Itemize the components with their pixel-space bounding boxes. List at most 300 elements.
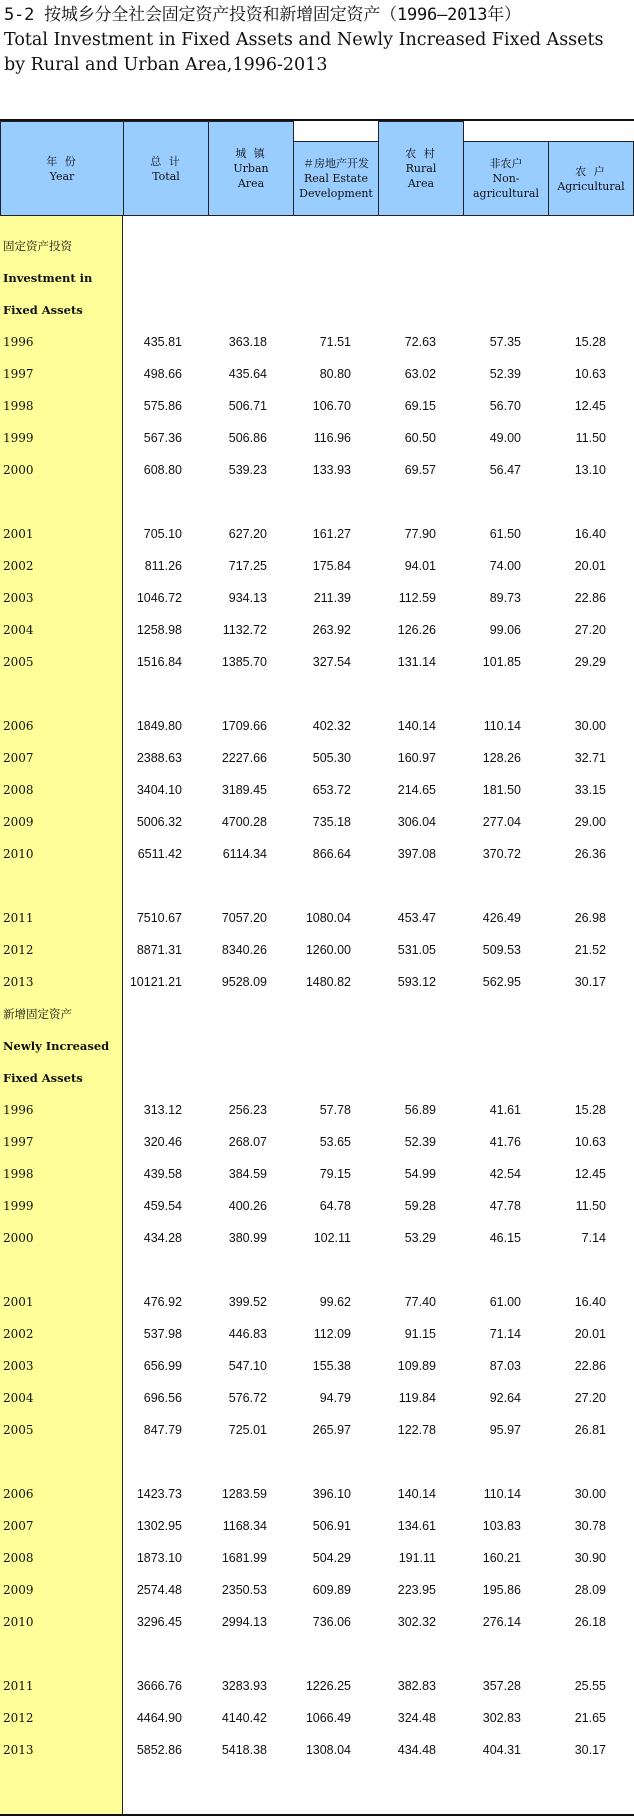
non-agricultural-cell: 87.03 [489,1359,521,1373]
agricultural-cell: 26.18 [574,1615,606,1629]
header-year-en: Year [49,169,75,183]
rural-cell: 52.39 [404,1135,436,1149]
urban-cell: 3189.45 [221,783,267,797]
total-cell: 439.58 [143,1167,182,1181]
table-row [0,1414,634,1446]
non-agricultural-cell: 181.50 [482,783,521,797]
real-estate-cell: 866.64 [312,847,351,861]
non-agricultural-cell: 47.78 [489,1199,521,1213]
total-cell: 320.46 [143,1135,182,1149]
header-agricultural [548,141,634,216]
urban-cell: 435.64 [228,367,267,381]
agricultural-cell: 26.36 [574,847,606,861]
rural-cell: 69.15 [404,399,436,413]
total-cell: 1849.80 [136,719,182,733]
real-estate-cell: 211.39 [313,591,351,605]
real-estate-cell: 133.93 [312,463,351,477]
urban-cell: 384.59 [228,1167,267,1181]
year-cell: 1999 [3,431,34,445]
year-cell: 2007 [3,751,34,765]
year-cell: 2011 [3,1679,34,1693]
urban-cell: 506.86 [228,431,267,445]
total-cell: 567.36 [143,431,182,445]
total-cell: 6511.42 [137,847,182,861]
non-agricultural-cell: 276.14 [482,1615,521,1629]
non-agricultural-cell: 101.85 [482,655,521,669]
agricultural-cell: 30.00 [574,719,606,733]
agricultural-cell: 10.63 [574,1135,606,1149]
table-row [0,710,634,742]
agricultural-cell: 22.86 [574,591,606,605]
urban-cell: 1385.70 [221,655,267,669]
urban-cell: 576.72 [228,1391,267,1405]
header-real-estate [293,141,379,216]
non-agricultural-cell: 71.14 [489,1327,521,1341]
rural-cell: 131.14 [397,655,436,669]
total-cell: 498.66 [143,367,182,381]
real-estate-cell: 396.10 [312,1487,351,1501]
table-row [0,646,634,678]
agricultural-cell: 27.20 [574,623,606,637]
rural-cell: 69.57 [404,463,436,477]
agricultural-cell: 12.45 [574,1167,606,1181]
agricultural-cell: 20.01 [574,559,606,573]
real-estate-cell: 506.91 [312,1519,351,1533]
rural-cell: 134.61 [397,1519,436,1533]
total-cell: 434.28 [143,1231,182,1245]
header-non-agricultural [463,141,549,216]
year-cell: 2006 [3,1487,34,1501]
urban-cell: 9528.09 [221,975,267,989]
year-cell: 2001 [3,1295,34,1309]
agricultural-cell: 7.14 [581,1231,606,1245]
header-total-en: Total [152,169,180,183]
non-agricultural-cell: 56.70 [489,399,521,413]
year-cell: 2004 [3,623,34,637]
year-cell: 1998 [3,399,34,413]
year-cell: 1996 [3,335,34,349]
header-total [123,121,209,216]
real-estate-cell: 1226.25 [305,1679,351,1693]
non-agricultural-cell: 57.35 [489,335,521,349]
real-estate-cell: 1080.04 [305,911,351,925]
rural-cell: 63.02 [404,367,436,381]
non-agricultural-cell: 370.72 [482,847,521,861]
rural-cell: 434.48 [397,1743,436,1757]
non-agricultural-cell: 92.64 [489,1391,521,1405]
header-rural-cn: 农 村 [405,147,437,160]
urban-cell: 547.10 [228,1359,267,1373]
section-label-en-1: Newly Increased [3,1039,110,1053]
non-agricultural-cell: 110.14 [483,1487,521,1501]
rural-cell: 91.15 [404,1327,436,1341]
urban-cell: 256.23 [228,1103,267,1117]
non-agricultural-cell: 110.14 [483,719,521,733]
agricultural-cell: 11.50 [575,1199,606,1213]
table-row [0,518,634,550]
rural-cell: 126.26 [397,623,436,637]
real-estate-cell: 1308.04 [305,1743,351,1757]
agricultural-cell: 30.78 [574,1519,606,1533]
agricultural-cell: 26.98 [574,911,606,925]
table-row [0,1542,634,1574]
real-estate-cell: 735.18 [312,815,351,829]
total-cell: 608.80 [143,463,182,477]
urban-cell: 2994.13 [221,1615,267,1629]
real-estate-cell: 106.70 [312,399,351,413]
urban-cell: 2227.66 [221,751,267,765]
table-row [0,806,634,838]
rural-cell: 160.97 [397,751,436,765]
rural-cell: 191.11 [398,1551,436,1565]
table-row [0,582,634,614]
urban-cell: 627.20 [228,527,267,541]
real-estate-cell: 102.11 [313,1231,351,1245]
statistics-table [0,119,634,1816]
year-cell: 2001 [3,527,34,541]
rural-cell: 531.05 [397,943,436,957]
real-estate-cell: 175.84 [312,559,351,573]
year-cell: 2000 [3,463,34,477]
urban-cell: 934.13 [228,591,267,605]
urban-cell: 7057.20 [221,911,267,925]
table-row [0,454,634,486]
total-cell: 537.98 [143,1327,182,1341]
non-agricultural-cell: 56.47 [489,463,521,477]
rural-cell: 223.95 [397,1583,436,1597]
urban-cell: 506.71 [228,399,267,413]
title-chinese: 5-2 按城乡分全社会固定资产投资和新增固定资产（1996—2013年） [4,5,521,25]
header-year-cn: 年 份 [46,154,78,168]
rural-cell: 140.14 [397,1487,436,1501]
table-row [0,358,634,390]
total-cell: 696.56 [143,1391,182,1405]
header-non-agricultural-en: Non- agricultural [473,172,539,200]
year-cell: 2003 [3,1359,34,1373]
real-estate-cell: 80.80 [319,367,351,381]
real-estate-cell: 112.09 [313,1327,351,1341]
non-agricultural-cell: 562.95 [482,975,521,989]
real-estate-cell: 53.65 [319,1135,351,1149]
non-agricultural-cell: 103.83 [482,1519,521,1533]
real-estate-cell: 653.72 [312,783,351,797]
table-row [0,838,634,870]
real-estate-cell: 327.54 [312,655,351,669]
rural-cell: 306.04 [397,815,436,829]
urban-cell: 363.18 [228,335,267,349]
total-cell: 8871.31 [136,943,182,957]
urban-cell: 446.83 [228,1327,267,1341]
table-row [0,1478,634,1510]
year-cell: 2013 [3,1743,34,1757]
total-cell: 435.81 [143,335,182,349]
total-cell: 1873.10 [136,1551,182,1565]
agricultural-cell: 29.29 [574,655,606,669]
rural-cell: 382.83 [397,1679,436,1693]
agricultural-cell: 29.00 [574,815,606,829]
table-row [0,742,634,774]
non-agricultural-cell: 42.54 [489,1167,521,1181]
real-estate-cell: 79.15 [319,1167,351,1181]
non-agricultural-cell: 195.86 [482,1583,521,1597]
table-row [0,1606,634,1638]
urban-cell: 1132.72 [222,623,267,637]
agricultural-cell: 15.28 [574,1103,606,1117]
real-estate-cell: 116.96 [313,431,351,445]
total-cell: 1516.84 [136,655,182,669]
table-row [0,1670,634,1702]
year-cell: 1996 [3,1103,34,1117]
section-label-cn: 新增固定资产 [3,1007,72,1021]
urban-cell: 3283.93 [221,1679,267,1693]
urban-cell: 2350.53 [221,1583,267,1597]
non-agricultural-cell: 95.97 [489,1423,521,1437]
header-agricultural-cn: 农 户 [575,164,607,178]
real-estate-cell: 1066.49 [305,1711,351,1725]
table-row [0,934,634,966]
year-cell: 2003 [3,591,34,605]
urban-cell: 400.26 [228,1199,267,1213]
total-cell: 1046.72 [136,591,182,605]
year-cell: 2008 [3,1551,34,1565]
non-agricultural-cell: 99.06 [489,623,521,637]
table-row [0,1382,634,1414]
section-label-en-2: Fixed Assets [3,1071,83,1085]
header-real-estate-cn: ＃房地产开发 [303,157,369,170]
total-cell: 4464.90 [136,1711,182,1725]
non-agricultural-cell: 41.61 [489,1103,521,1117]
urban-cell: 268.07 [228,1135,267,1149]
year-cell: 2004 [3,1391,34,1405]
table-row [0,1286,634,1318]
total-cell: 847.79 [143,1423,182,1437]
rural-cell: 54.99 [404,1167,436,1181]
agricultural-cell: 16.40 [574,527,606,541]
agricultural-cell: 22.86 [574,1359,606,1373]
non-agricultural-cell: 46.15 [489,1231,521,1245]
header-year [0,121,124,216]
non-agricultural-cell: 52.39 [489,367,521,381]
rural-cell: 453.47 [397,911,436,925]
year-cell: 2010 [3,847,34,861]
total-cell: 3404.10 [136,783,182,797]
real-estate-cell: 64.78 [319,1199,351,1213]
agricultural-cell: 33.15 [574,783,606,797]
agricultural-cell: 21.52 [574,943,606,957]
total-cell: 7510.67 [136,911,182,925]
table-row [0,1702,634,1734]
table-row [0,422,634,454]
agricultural-cell: 15.28 [574,335,606,349]
agricultural-cell: 26.81 [574,1423,606,1437]
urban-cell: 1681.99 [221,1551,267,1565]
rural-cell: 56.89 [404,1103,436,1117]
total-cell: 5852.86 [136,1743,182,1757]
urban-cell: 4140.42 [221,1711,267,1725]
agricultural-cell: 10.63 [574,367,606,381]
agricultural-cell: 30.17 [574,975,606,989]
urban-cell: 399.52 [228,1295,267,1309]
table-row [0,1222,634,1254]
year-cell: 2012 [3,1711,34,1725]
table-row [0,902,634,934]
year-cell: 2011 [3,911,34,925]
real-estate-cell: 94.79 [319,1391,351,1405]
real-estate-cell: 71.51 [319,335,351,349]
table-row [0,550,634,582]
agricultural-cell: 21.65 [574,1711,606,1725]
year-cell: 1998 [3,1167,34,1181]
urban-cell: 380.99 [228,1231,267,1245]
year-cell: 1999 [3,1199,34,1213]
real-estate-cell: 155.38 [312,1359,351,1373]
agricultural-cell: 25.55 [574,1679,606,1693]
rural-cell: 593.12 [397,975,436,989]
section-label-en-1: Investment in [3,271,93,285]
total-cell: 313.12 [143,1103,182,1117]
urban-cell: 5418.38 [221,1743,267,1757]
total-cell: 2574.48 [136,1583,182,1597]
urban-cell: 717.25 [228,559,267,573]
rural-cell: 77.40 [404,1295,436,1309]
year-cell: 2002 [3,1327,34,1341]
year-cell: 2009 [3,815,34,829]
table-row [0,614,634,646]
year-cell: 2012 [3,943,34,957]
total-cell: 459.54 [143,1199,182,1213]
non-agricultural-cell: 404.31 [482,1743,521,1757]
urban-cell: 4700.28 [221,815,267,829]
real-estate-cell: 265.97 [312,1423,351,1437]
non-agricultural-cell: 302.83 [482,1711,521,1725]
real-estate-cell: 609.89 [312,1583,351,1597]
real-estate-cell: 99.62 [319,1295,351,1309]
table-row [0,1574,634,1606]
year-cell: 2005 [3,655,34,669]
non-agricultural-cell: 509.53 [482,943,521,957]
rural-cell: 109.89 [397,1359,436,1373]
year-cell: 1997 [3,1135,34,1149]
year-cell: 2008 [3,783,34,797]
header-non-agricultural-cn: 非农户 [489,157,523,170]
real-estate-cell: 1260.00 [305,943,351,957]
urban-cell: 1283.59 [221,1487,267,1501]
urban-cell: 1168.34 [222,1519,267,1533]
non-agricultural-cell: 160.21 [482,1551,521,1565]
total-cell: 705.10 [143,527,182,541]
year-cell: 2007 [3,1519,34,1533]
table-title [4,2,630,78]
table-row [0,1158,634,1190]
non-agricultural-cell: 61.50 [489,527,521,541]
real-estate-cell: 402.32 [312,719,351,733]
agricultural-cell: 13.10 [574,463,606,477]
non-agricultural-cell: 277.04 [482,815,521,829]
rural-cell: 53.29 [404,1231,436,1245]
agricultural-cell: 30.90 [574,1551,606,1565]
agricultural-cell: 11.50 [575,431,606,445]
year-cell: 2006 [3,719,34,733]
rural-cell: 60.50 [404,431,436,445]
header-real-estate-en: Real Estate Development [299,172,373,200]
non-agricultural-cell: 74.00 [489,559,521,573]
non-agricultural-cell: 49.00 [489,431,521,445]
table-row [0,1734,634,1766]
non-agricultural-cell: 357.28 [482,1679,521,1693]
header-urban-cn: 城 镇 [235,147,267,160]
header-rural-en: Rural Area [405,162,437,190]
year-cell: 2000 [3,1231,34,1245]
agricultural-cell: 16.40 [574,1295,606,1309]
urban-cell: 539.23 [228,463,267,477]
total-cell: 3666.76 [136,1679,182,1693]
table-row [0,774,634,806]
total-cell: 575.86 [143,399,182,413]
table-row [0,966,634,998]
agricultural-cell: 30.17 [574,1743,606,1757]
non-agricultural-cell: 61.00 [489,1295,521,1309]
table-row [0,390,634,422]
rural-cell: 94.01 [404,559,436,573]
rural-cell: 324.48 [397,1711,436,1725]
total-cell: 1423.73 [136,1487,182,1501]
header-urban-en: Urban Area [233,162,269,190]
table-row [0,1318,634,1350]
real-estate-cell: 57.78 [319,1103,351,1117]
total-cell: 1302.95 [136,1519,182,1533]
total-cell: 2388.63 [136,751,182,765]
table-row [0,1190,634,1222]
real-estate-cell: 263.92 [312,623,351,637]
agricultural-cell: 20.01 [574,1327,606,1341]
table-row [0,326,634,358]
total-cell: 10121.21 [129,975,182,989]
year-cell: 2013 [3,975,34,989]
table-row [0,1094,634,1126]
real-estate-cell: 505.30 [312,751,351,765]
table-row [0,1510,634,1542]
agricultural-cell: 32.71 [574,751,606,765]
rural-cell: 122.78 [397,1423,436,1437]
total-cell: 811.26 [144,559,182,573]
total-cell: 656.99 [143,1359,182,1373]
real-estate-cell: 504.29 [312,1551,351,1565]
year-cell: 2005 [3,1423,34,1437]
agricultural-cell: 28.09 [574,1583,606,1597]
rural-cell: 119.84 [398,1391,436,1405]
rural-cell: 77.90 [404,527,436,541]
total-cell: 1258.98 [136,623,182,637]
rural-cell: 112.59 [398,591,436,605]
agricultural-cell: 30.00 [574,1487,606,1501]
year-cell: 1997 [3,367,34,381]
year-cell: 2010 [3,1615,34,1629]
table-row [0,1350,634,1382]
header-urban [208,121,294,216]
rural-cell: 214.65 [397,783,436,797]
urban-cell: 6114.34 [222,847,267,861]
header-agricultural-en: Agricultural [557,179,625,193]
urban-cell: 1709.66 [221,719,267,733]
total-cell: 3296.45 [136,1615,182,1629]
urban-cell: 8340.26 [221,943,267,957]
rural-cell: 140.14 [397,719,436,733]
year-cell: 2002 [3,559,34,573]
year-cell: 2009 [3,1583,34,1597]
non-agricultural-cell: 128.26 [482,751,521,765]
title-english: Total Investment in Fixed Assets and Newly Increased Fixed Assets by Rural and Urban Area,1996-2013 [4,30,604,75]
real-estate-cell: 736.06 [312,1615,351,1629]
